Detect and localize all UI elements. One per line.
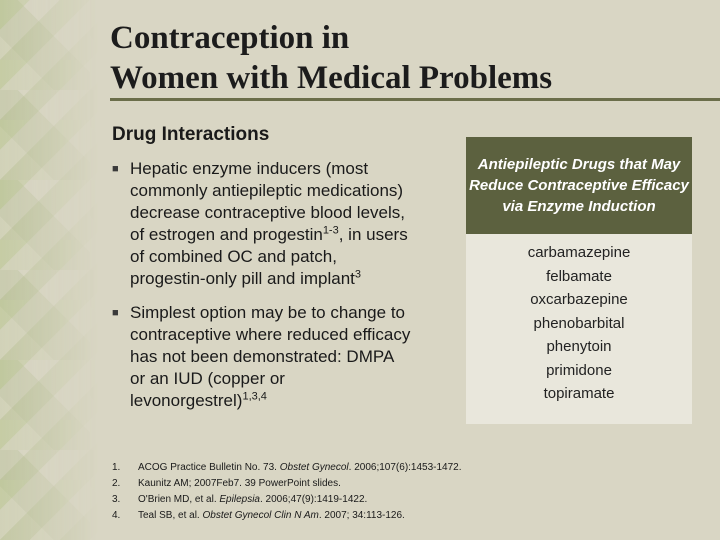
reference-list — [112, 460, 652, 524]
reference-number: 3. — [112, 494, 121, 505]
reference-item — [112, 508, 652, 524]
reference-item — [112, 460, 652, 476]
reference-item — [112, 476, 652, 492]
drug-item: phenobarbital — [533, 314, 625, 332]
drug-panel-header: Antiepileptic Drugs that May Reduce Contraceptive Efficacy via Enzyme Induction — [466, 137, 692, 234]
reference-journal: Obstet Gynecol Clin N Am — [202, 510, 319, 521]
drug-item: phenytoin — [546, 338, 612, 355]
reference-part: ACOG Practice Bulletin No. 73. — [138, 462, 280, 473]
bullet-item — [112, 158, 412, 290]
reference-part: Kaunitz AM; 2007Feb7. 39 PowerPoint slides. — [138, 478, 341, 489]
reference-item — [112, 492, 652, 508]
reference-part: . 2006;107(6):1453-1472. — [348, 462, 462, 473]
title-line-1: Contraception in — [110, 20, 350, 56]
drug-list — [466, 234, 692, 406]
reference-journal: Obstet Gynecol — [279, 462, 349, 473]
square-bullet-icon: ■ — [112, 163, 119, 175]
reference-number: 4. — [112, 510, 121, 521]
reference-number: 2. — [112, 478, 121, 489]
drug-item: oxcarbazepine — [530, 291, 628, 308]
bullet-text-part: , in users of combined OC and patch, progestin-only pill and implant — [130, 225, 408, 288]
title-line-2: Women with Medical Problems — [110, 60, 553, 96]
drug-panel-body — [466, 234, 692, 424]
bullet-text-part: Simplest option may be to change to contraceptive where reduced efficacy has not been demonstrated: DMPA or an IUD (copper or levonorgestrel) — [130, 303, 411, 410]
citation-superscript: 3 — [354, 268, 362, 281]
reference-text — [138, 460, 652, 476]
section-heading: Drug Interactions — [112, 124, 270, 145]
reference-text — [138, 492, 652, 508]
bullet-text — [130, 158, 412, 290]
decorative-texture — [0, 0, 100, 540]
bullet-text-part: Hepatic enzyme inducers (most commonly antiepileptic medications) decrease contraceptive blood levels, of estrogen and progestin — [130, 159, 405, 244]
reference-part: . 2006;47(9):1419-1422. — [259, 494, 368, 505]
drug-item: carbamazepine — [527, 244, 631, 261]
reference-text — [138, 476, 652, 492]
bullet-item — [112, 302, 412, 412]
reference-journal: Epilepsia — [219, 494, 260, 505]
title-divider — [110, 98, 720, 101]
reference-text — [138, 508, 652, 524]
square-bullet-icon: ■ — [112, 307, 119, 319]
drug-item: topiramate — [543, 385, 615, 402]
citation-superscript: 1-3 — [322, 224, 339, 237]
reference-part: O'Brien MD, et al. — [138, 494, 220, 505]
bullet-text — [130, 302, 412, 412]
reference-number: 1. — [112, 462, 121, 473]
reference-part: . 2007; 34:113-126. — [318, 510, 405, 521]
drug-item: felbamate — [546, 267, 612, 285]
drug-item: primidone — [546, 361, 612, 379]
slide-title — [110, 18, 552, 98]
bullet-list — [112, 158, 412, 424]
reference-part: Teal SB, et al. — [138, 510, 203, 521]
citation-superscript: 1,3,4 — [242, 390, 267, 403]
